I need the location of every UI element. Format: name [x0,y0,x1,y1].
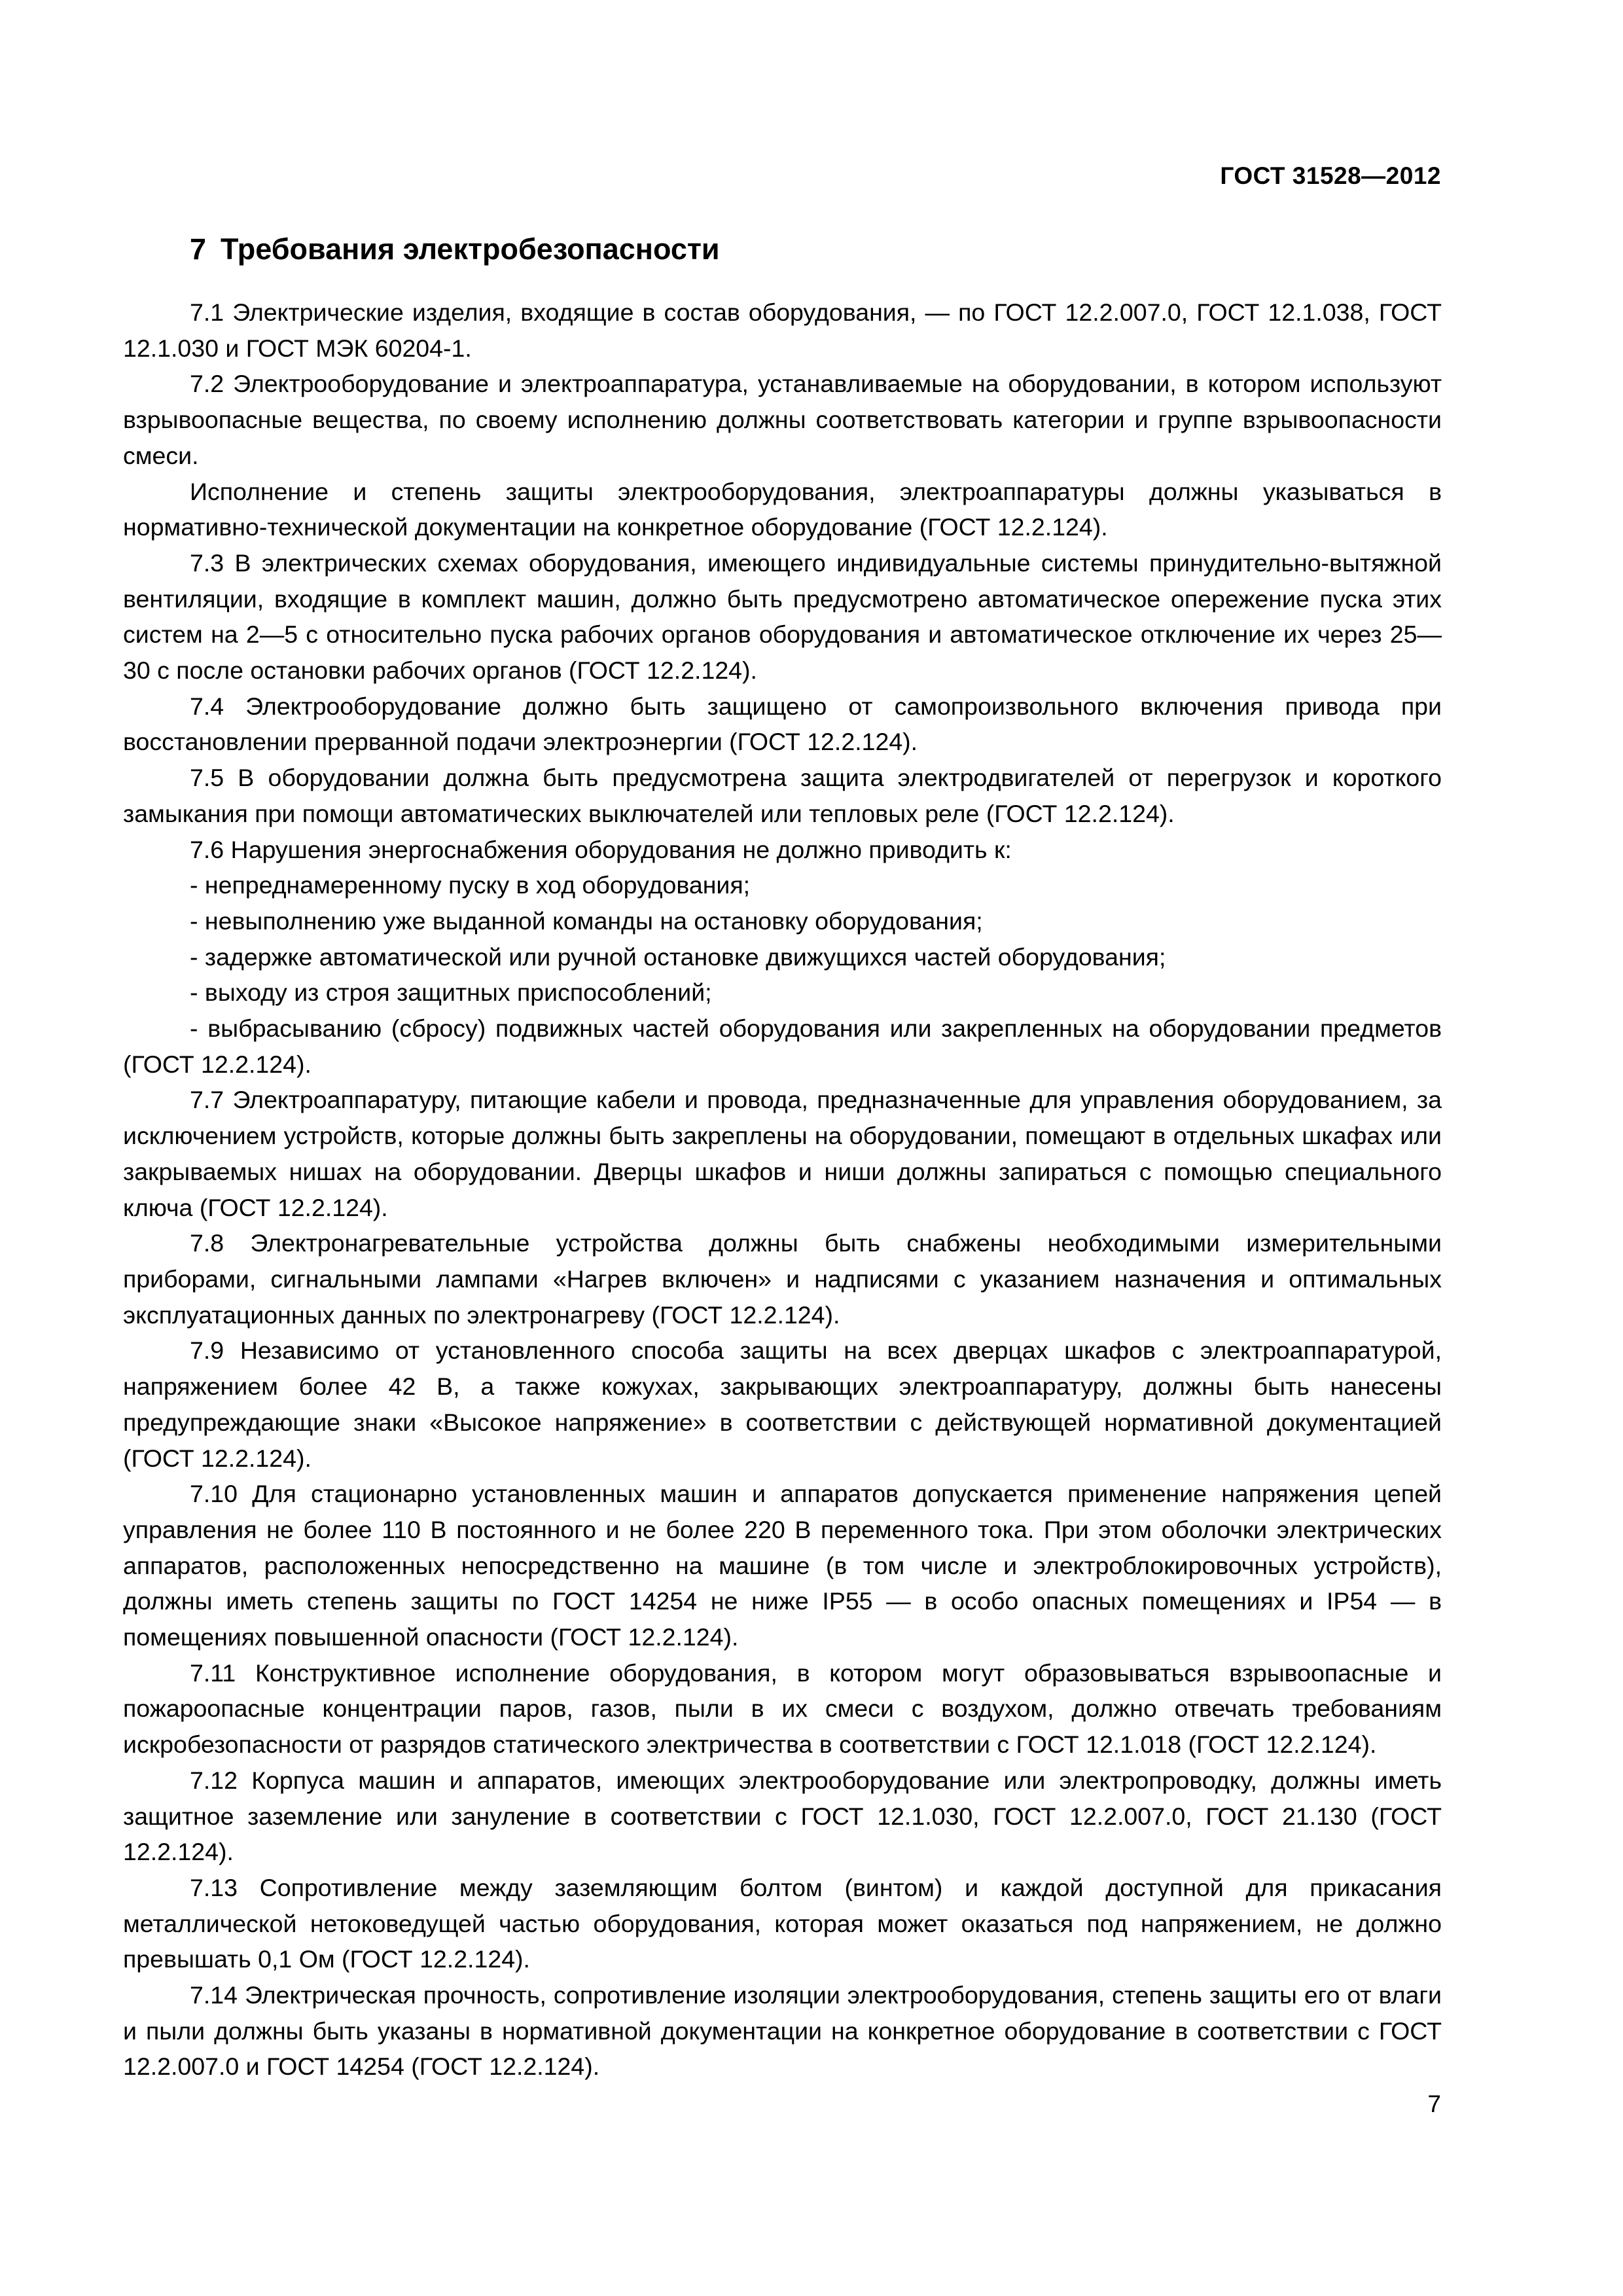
paragraph-7-13: 7.13 Сопротивление между заземляющим болтом (винтом) и каждой доступной для прикасания металлической нетоковедущей частью оборудования, которая может оказаться под напряжением, не должно превышать 0,1 Ом (ГОСТ 12.2.124). [123,1873,1442,1973]
list-item: - выбрасыванию (сбросу) подвижных частей оборудования или закрепленных на оборудовании предметов (ГОСТ 12.2.124). [123,1014,1442,1078]
list-item: - выходу из строя защитных приспособлений; [190,978,712,1007]
paragraph-7-8: 7.8 Электронагревательные устройства должны быть снабжены необходимыми измерительными приборами, сигнальными лампами «Нагрев включен» и надписями с указанием назначения и оптимальных эксплуатационных данных по электронагреву (ГОСТ 12.2.124). [123,1229,1442,1329]
list-item: - невыполнению уже выданной команды на остановку оборудования; [190,906,983,935]
paragraph-7-5: 7.5 В оборудовании должна быть предусмотрена защита электродвигателей от перегрузок и короткого замыкания при помощи автоматических выключателей или тепловых реле (ГОСТ 12.2.124). [123,764,1442,827]
paragraph-7-11: 7.11 Конструктивное исполнение оборудования, в котором могут образовываться взрывоопасные и пожароопасные концентрации паров, газов, пыли в их смеси с воздухом, должно отвечать требованиям искробезопасности от разрядов статического электричества в соответствии с ГОСТ 12.1.018 (ГОСТ 12.2.124). [123,1659,1442,1759]
paragraph-7-14: 7.14 Электрическая прочность, сопротивление изоляции электрооборудования, степень защиты его от влаги и пыли должны быть указаны в нормативной документации на конкретное оборудование в соответствии с ГОСТ 12.2.007.0 и ГОСТ 14254 (ГОСТ 12.2.124). [123,1981,1442,2081]
paragraph-7-2-continued: Исполнение и степень защиты электрооборудования, электроаппаратуры должны указываться в нормативно-технической документации на конкретное оборудование (ГОСТ 12.2.124). [123,477,1442,541]
paragraph-7-4: 7.4 Электрооборудование должно быть защищено от самопроизвольного включения привода при восстановлении прерванной подачи электроэнергии (ГОСТ 12.2.124). [123,692,1442,756]
paragraph-7-2: 7.2 Электрооборудование и электроаппаратура, устанавливаемые на оборудовании, в котором используют взрывоопасные вещества, по своему исполнению должны соответствовать категории и группе взрывоопасности смеси. [123,370,1442,469]
page-number: 7 [1427,2090,1441,2117]
section-heading [190,232,720,266]
paragraph-7-7: 7.7 Электроаппаратуру, питающие кабели и провода, предназначенные для управления оборудованием, за исключением устройств, которые должны быть закреплены на оборудовании, помещают в отдельных шкафах или закрываемых нишах на оборудовании. Дверцы шкафов и ниши должны запираться с помощью специального ключа (ГОСТ 12.2.124). [123,1086,1442,1221]
section-title-text: Требования электробезопасности [221,232,720,266]
section-number: 7 [190,232,207,266]
paragraph-7-6: 7.6 Нарушения энергоснабжения оборудования не должно приводить к: [190,835,1012,863]
section-body [123,295,1442,2085]
list-item: - задержке автоматической или ручной остановке движущихся частей оборудования; [190,942,1166,971]
paragraph-7-12: 7.12 Корпуса машин и аппаратов, имеющих электрооборудование или электропроводку, должны иметь защитное заземление или зануление в соответствии с ГОСТ 12.1.030, ГОСТ 12.2.007.0, ГОСТ 21.130 (ГОСТ 12.2.124). [123,1766,1442,1866]
list-item: - непреднамеренному пуску в ход оборудования; [190,871,751,899]
paragraph-7-3: 7.3 В электрических схемах оборудования, имеющего индивидуальные системы принудительно-вытяжной вентиляции, входящие в комплект машин, должно быть предусмотрено автоматическое опережение пуска этих систем на 2—5 с относительно пуска рабочих органов оборудования и автоматическое отключение их через 25—30 с после остановки рабочих органов (ГОСТ 12.2.124). [123,548,1442,685]
paragraph-7-9: 7.9 Независимо от установленного способа защиты на всех дверцах шкафов с электроаппаратурой, напряжением более 42 В, а также кожухах, закрывающих электроаппаратуру, должны быть нанесены предупреждающие знаки «Высокое напряжение» в соответствии с действующей нормативной документацией (ГОСТ 12.2.124). [123,1336,1442,1472]
paragraph-7-1: 7.1 Электрические изделия, входящие в состав оборудования, — по ГОСТ 12.2.007.0, ГОСТ 12.1.038, ГОСТ 12.1.030 и ГОСТ МЭК 60204-1. [123,298,1442,362]
document-id-header: ГОСТ 31528—2012 [1220,162,1441,189]
paragraph-7-10: 7.10 Для стационарно установленных машин и аппаратов допускается применение напряжения цепей управления не более 110 В постоянного и не более 220 В переменного тока. При этом оболочки электрических аппаратов, расположенных непосредственно на машине (в том числе и электроблокировочных устройств), должны иметь степень защиты по ГОСТ 14254 не ниже IP55 — в особо опасных помещениях и IP54 — в помещениях повышенной опасности (ГОСТ 12.2.124). [123,1480,1442,1651]
